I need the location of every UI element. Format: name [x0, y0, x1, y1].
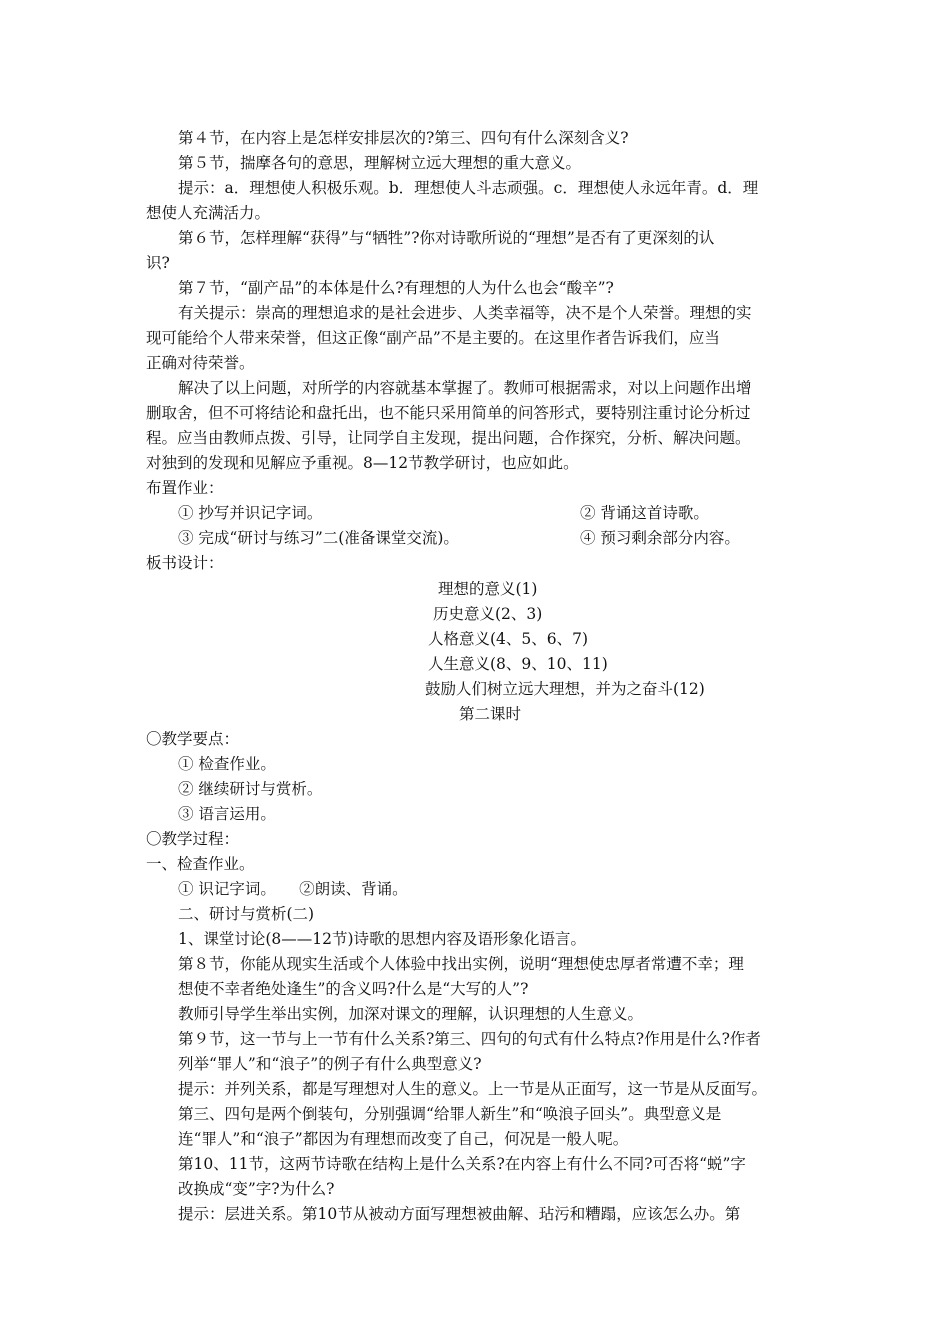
- hint-section-9-line-2: 第三、四句是两个倒装句，分别强调“给罪人新生”和“唤浪子回头”。典型意义是: [178, 1105, 722, 1123]
- hint-section-7-line-2: 现可能给个人带来荣誉，但这正像“副产品”不是主要的。在这里作者告诉我们，应当: [146, 329, 720, 347]
- blackboard-line-2: 历史意义(2、3): [433, 605, 543, 623]
- paragraph-line-3: 程。应当由教师点拨、引导，让同学自主发现，提出问题，合作探究，分析、解决问题。: [146, 429, 751, 447]
- hint-section-5-line-1: 提示：a．理想使人积极乐观。b．理想使人斗志顽强。c．理想使人永远年青。d．理: [178, 179, 759, 197]
- key-points-heading: 〇教学要点：: [146, 730, 240, 748]
- homework-item-4: ④ 预习剩余部分内容。: [580, 529, 740, 547]
- discussion-item-1: 1、课堂讨论(8——12节)诗歌的思想内容及语形象化语言。: [178, 930, 587, 948]
- hint-section-7-line-3: 正确对待荣誉。: [146, 354, 255, 372]
- teacher-guide-section-8: 教师引导学生举出实例，加深对课文的理解，认识理想的人生意义。: [178, 1005, 644, 1023]
- homework-item-2: ② 背诵这首诗歌。: [580, 504, 709, 522]
- hint-section-10: 提示：层进关系。第10节从被动方面写理想被曲解、玷污和糟蹋，应该怎么办。第: [178, 1205, 741, 1223]
- blackboard-line-1: 理想的意义(1): [438, 580, 538, 598]
- paragraph-line-4: 对独到的发现和见解应予重视。8—12节教学研讨，也应如此。: [146, 454, 579, 472]
- question-section-8-line-2: 想使不幸者绝处逢生”的含义吗?什么是“大写的人”?: [178, 980, 529, 998]
- question-section-6-line-1: 第６节，怎样理解“获得”与“牺牲”?你对诗歌所说的“理想”是否有了更深刻的认: [178, 229, 715, 247]
- key-point-1: ① 检查作业。: [178, 755, 276, 773]
- question-section-10-line-2: 改换成“变”字?为什么?: [178, 1180, 335, 1198]
- blackboard-line-4: 人生意义(8、9、10、11): [428, 655, 608, 673]
- blackboard-line-3: 人格意义(4、5、6、7): [428, 630, 589, 648]
- key-point-3: ③ 语言运用。: [178, 805, 276, 823]
- key-point-2: ② 继续研讨与赏析。: [178, 780, 323, 798]
- hint-section-7-line-1: 有关提示：崇高的理想追求的是社会进步、人类幸福等，决不是个人荣誉。理想的实: [178, 304, 752, 322]
- question-section-10-line-1: 第10、11节，这两节诗歌在结构上是什么关系?在内容上有什么不同?可否将“蜕”字: [178, 1155, 746, 1173]
- question-section-9-line-1: 第９节，这一节与上一节有什么关系?第三、四句的句式有什么特点?作用是什么?作者: [178, 1030, 761, 1048]
- question-section-5: 第５节，揣摩各句的意思，理解树立远大理想的重大意义。: [178, 154, 582, 172]
- question-section-7: 第７节，“副产品”的本体是什么?有理想的人为什么也会“酸辛”?: [178, 279, 614, 297]
- hint-section-5-line-2: 想使人充满活力。: [146, 204, 271, 222]
- question-section-9-line-2: 列举“罪人”和“浪子”的例子有什么典型意义?: [178, 1055, 482, 1073]
- question-section-4: 第４节，在内容上是怎样安排层次的?第三、四句有什么深刻含义?: [178, 129, 629, 147]
- homework-item-3: ③ 完成“研讨与练习”二(准备课堂交流)。: [178, 529, 459, 547]
- paragraph-line-2: 删取舍，但不可将结论和盘托出，也不能只采用简单的问答形式，要特别注重讨论分析过: [146, 404, 751, 422]
- blackboard-heading: 板书设计：: [146, 554, 224, 572]
- blackboard-line-5: 鼓励人们树立远大理想，并为之奋斗(12): [425, 680, 705, 698]
- homework-heading: 布置作业：: [146, 479, 224, 497]
- homework-item-1: ① 抄写并识记字词。: [178, 504, 323, 522]
- paragraph-line-1: 解决了以上问题，对所学的内容就基本掌握了。教师可根据需求，对以上问题作出增: [178, 379, 752, 397]
- hint-section-9-line-1: 提示：并列关系，都是写理想对人生的意义。上一节是从正面写，这一节是从反面写。: [178, 1080, 768, 1098]
- step-1-items: ① 识记字词。 ②朗读、背诵。: [178, 880, 408, 898]
- step-1-heading: 一、检查作业。: [146, 855, 255, 873]
- question-section-6-line-2: 识?: [146, 254, 170, 272]
- step-2-heading: 二、研讨与赏析(二): [178, 905, 315, 923]
- lesson-2-title: 第二课时: [459, 705, 522, 723]
- question-section-8-line-1: 第８节，你能从现实生活或个人体验中找出实例，说明“理想使忠厚者常遭不幸；理: [178, 955, 744, 973]
- hint-section-9-line-3: 连“罪人”和“浪子”都因为有理想而改变了自己，何况是一般人呢。: [178, 1130, 629, 1148]
- process-heading: 〇教学过程：: [146, 830, 240, 848]
